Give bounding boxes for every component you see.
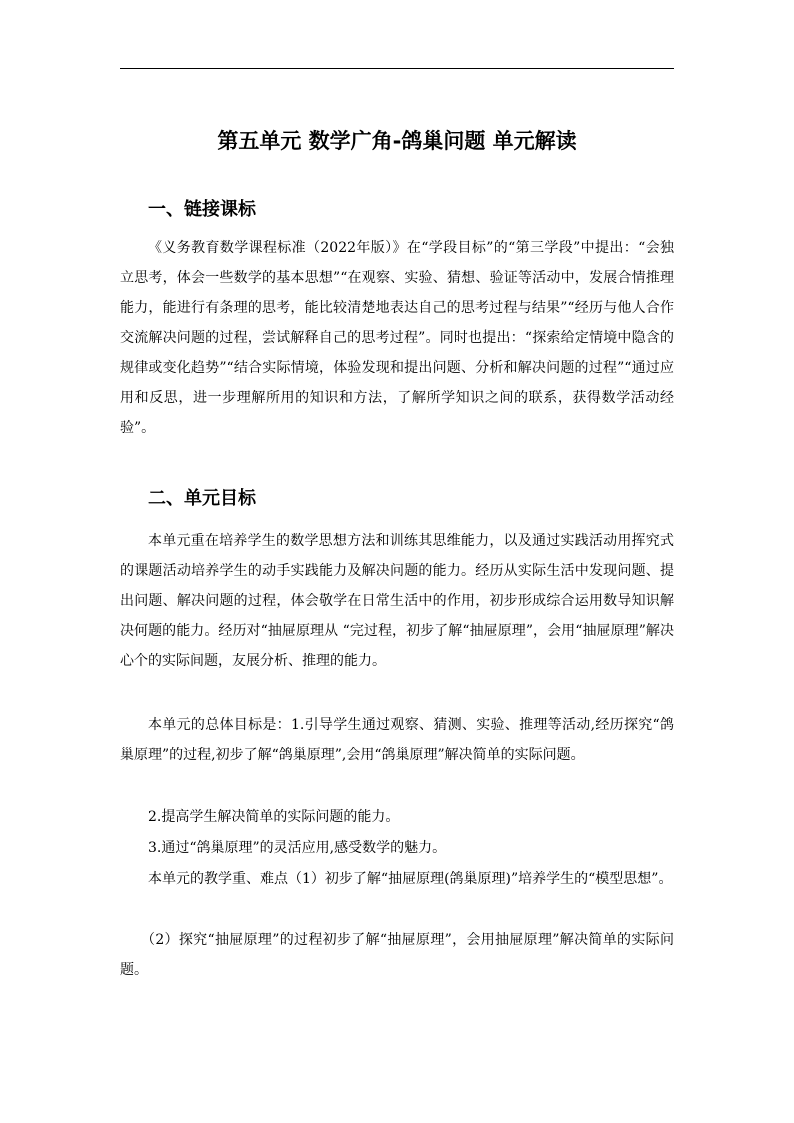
- paragraph-goal-2: 2.提高学生解决简单的实际问题的能力。: [148, 809, 400, 825]
- paragraph-goal-3: 3.通过“鸽巢原理”的灵活应用,感受数学的魅力。: [148, 840, 447, 856]
- paragraph-key-point-2: （2）探究“抽屉原理”的过程初步了解“抽屉原理”，会用抽屉原理”解决简单的实际问题。: [120, 932, 674, 978]
- paragraph-overall-goal: 本单元的总体目标是：1.引导学生通过观察、猜测、实验、推理等活动,经历探究“鸽巢原理”的过程,初步了解“鸽巢原理”,会用“鸽巢原理”解决简单的实际问题。: [120, 717, 674, 763]
- section-heading-curriculum: 一、链接课标: [148, 199, 256, 220]
- paragraph-key-difficult-points: 本单元的教学重、难点（1）初步了解“抽屉原理(鸽巢原理)”培养学生的“模型思想”。: [148, 871, 673, 887]
- section-heading-unit-goals: 二、单元目标: [148, 488, 256, 509]
- paragraph-curriculum: 《义务教育数学课程标准（2022年版）》在“学段目标”的“第三学段”中提出：“会独立思考，体会一些数学的基本思想”“在观察、实验、猜想、验证等活动中，发展合情推理能力，能进行有条理的思考，能比较清楚地表达自己的思考过程与结果”“经历与他人合作交流解决问题的过程，尝试解释自己的思考过程”。同时也提出：“探索给定情境中隐含的规律或变化趋势”“结合实际情境，体验发现和提出问题、分析和解决问题的过程”“通过应用和反思，进一步理解所用的知识和方法，了解所学知识之间的联系，获得数学活动经验”。: [120, 240, 674, 436]
- document-title: 第五单元 数学广角-鸽巢问题 单元解读: [217, 129, 577, 153]
- paragraph-unit-overview: 本单元重在培养学生的数学思想方法和训练其思维能力，以及通过实践活动用挥究式的课题活动培养学生的动手实践能力及解决问题的能力。经历从实际生活中发现问题、提出问题、解决问题的过程，体会敬学在日常生活中的作用，初步形成综合运用数导知识解决何题的能力。经历对“抽屉原理从 “完过程，初步了解“抽屉原理”，会用“抽屉原理”解决心个的实际间题，友展分析、推理的能力。: [120, 533, 674, 669]
- header-rule: [120, 68, 674, 69]
